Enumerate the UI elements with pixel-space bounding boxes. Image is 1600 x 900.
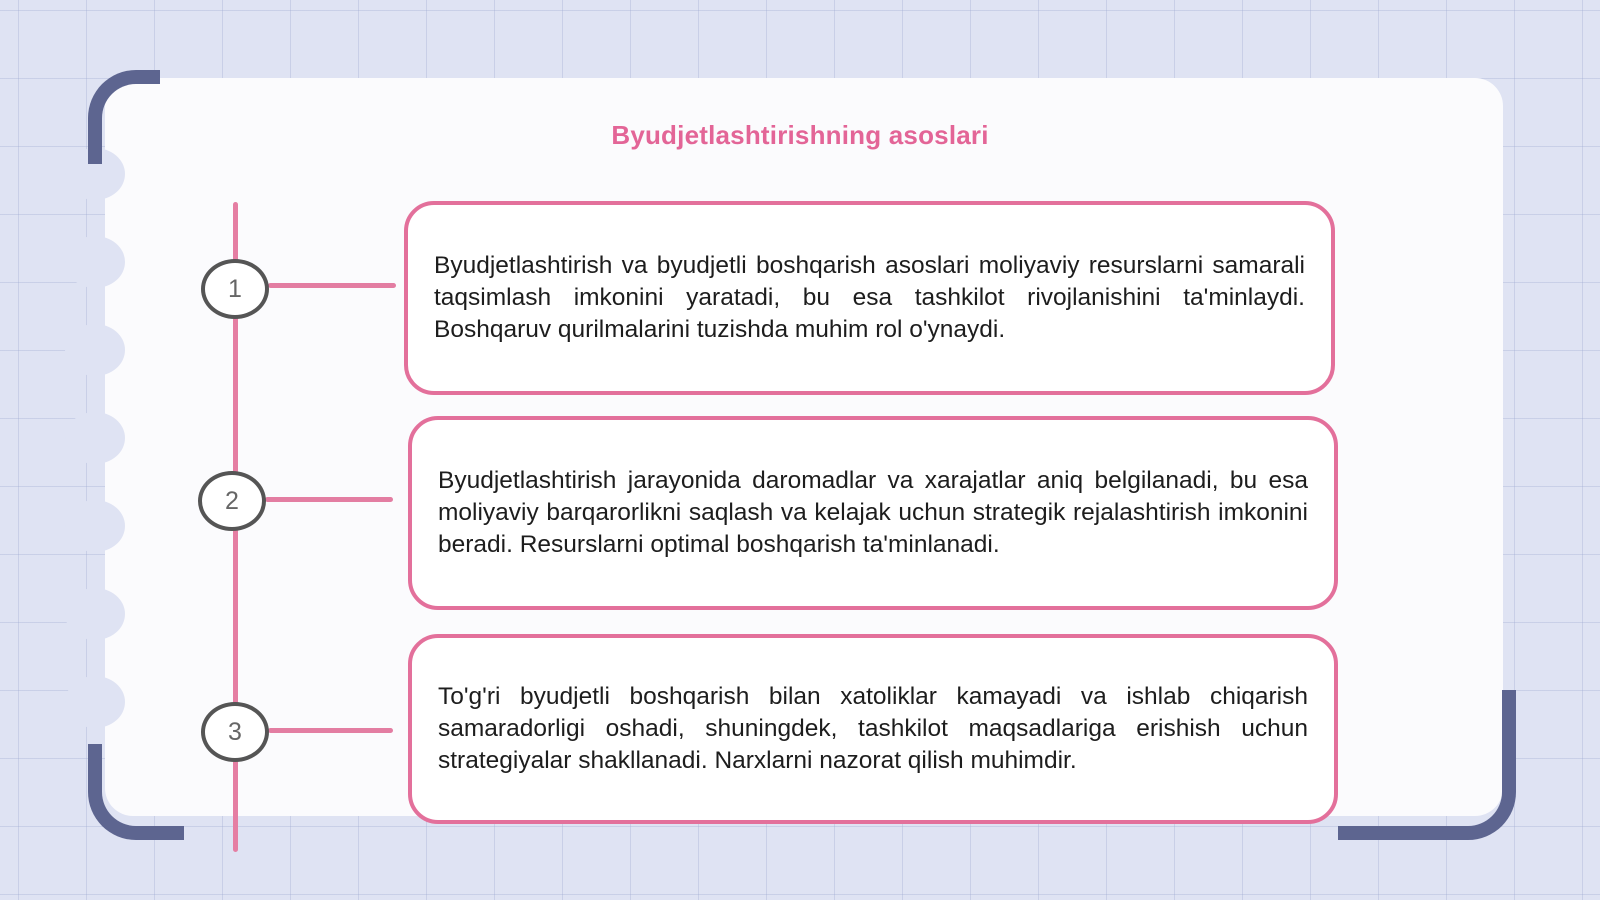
step-number: 2 bbox=[225, 486, 239, 515]
corner-bracket-bottom-right bbox=[1338, 690, 1516, 840]
step-text: Byudjetlashtirish jarayonida daromadlar va xarajatlar aniq belgilanadi, bu esa moliyaviy barqarorlikni saqlash va kelajak uchun strategik rejalashtirish imkonini beradi. Resurslarni optimal boshqarish ta'minlanadi. bbox=[438, 467, 1308, 558]
step-number-circle bbox=[201, 259, 269, 319]
step-number: 3 bbox=[228, 717, 242, 746]
timeline-connector bbox=[268, 728, 393, 733]
step-number: 1 bbox=[228, 274, 242, 303]
paper-notch bbox=[65, 500, 125, 552]
page-title: Byudjetlashtirishning asoslari bbox=[611, 120, 989, 150]
step-number-circle bbox=[198, 471, 266, 531]
step-card bbox=[404, 201, 1335, 395]
paper-notch bbox=[65, 236, 125, 288]
timeline-connector bbox=[268, 283, 396, 288]
paper-notch bbox=[65, 676, 125, 728]
paper-notch bbox=[65, 324, 125, 376]
corner-bracket-bottom-left bbox=[88, 744, 184, 840]
timeline-connector bbox=[265, 497, 393, 502]
step-text: To'g'ri byudjetli boshqarish bilan xatoliklar kamayadi va ishlab chiqarish samaradorligi oshadi, shuningdek, tashkilot maqsadlariga erishish uchun strategiyalar shakllanadi. Narxlarni nazorat qilish muhimdir. bbox=[438, 683, 1308, 774]
paper-notch bbox=[65, 588, 125, 640]
step-card bbox=[408, 634, 1338, 824]
paper-notch bbox=[65, 412, 125, 464]
step-text: Byudjetlashtirish va byudjetli boshqarish asoslari moliyaviy resurslarni samarali taqsimlash imkonini yaratadi, bu esa tashkilot rivojlanishini ta'minlaydi. Boshqaruv qurilmalarini tuzishda muhim rol o'ynaydi. bbox=[434, 252, 1305, 343]
step-number-circle bbox=[201, 702, 269, 762]
step-card bbox=[408, 416, 1338, 610]
